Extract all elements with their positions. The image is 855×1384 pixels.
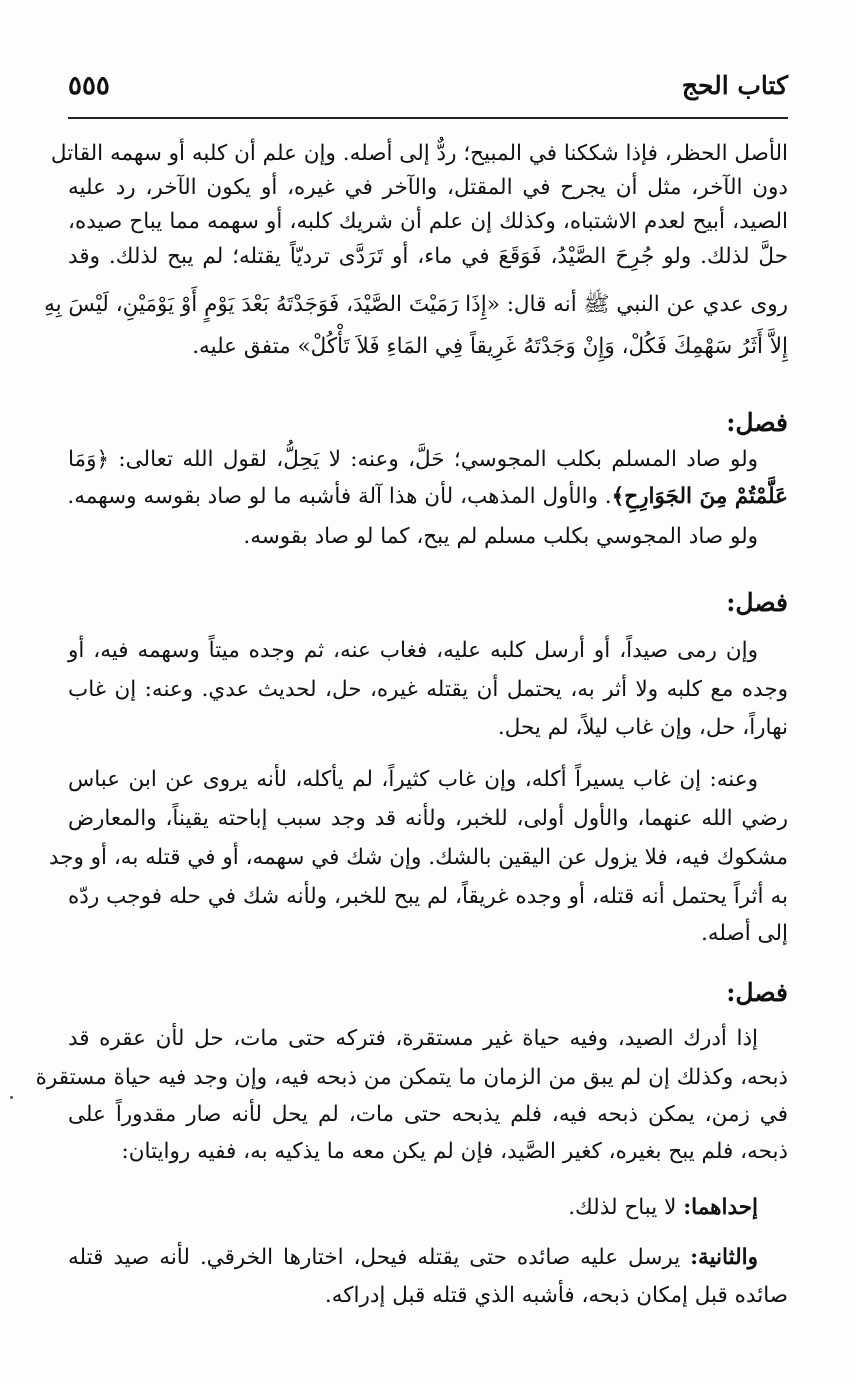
text-line: وجده مع كلبه ولا أثر به، يحتمل أن يقتله غيره، حل، لحديث عدي. وعنه: إن غاب — [68, 677, 788, 702]
running-title: كتاب الحج — [681, 71, 788, 100]
text-line: إلى أصله. — [701, 921, 788, 946]
text-line — [68, 1191, 758, 1225]
text-line: روى عدي عن النبي ﷺ أنه قال: «إِذَا رَمَيْتَ الصَّيْدَ، فَوَجَدْتَهُ بَعْدَ يَوْمٍ أَوْ يَوْمَيْنِ، لَيْسَ بِهِ — [44, 292, 788, 317]
text-line: الصيد، أبيح لعدم الاشتباه، وكذلك إن علم أن شريك كلبه، أو سهمه مما يباح صيده، — [68, 209, 788, 234]
section-heading: فصل: — [726, 408, 788, 437]
quran-verse: عَلَّمْتُمْ مِنَ الجَوَارِحِ﴾ — [611, 484, 788, 509]
section-heading: فصل: — [726, 588, 788, 617]
text-span: . والأول المذهب، لأن هذا آلة فأشبه ما لو صاد بقوسه وسهمه. — [67, 484, 612, 509]
text-line: إِلاَّ أَثَرُ سَهْمِكَ فَكُلْ، وَإِنْ وَجَدْتَهُ غَرِيقاً فِي المَاءِ فَلاَ تَأْكُلْ» متفق عليه. — [192, 334, 788, 359]
text-line: إذا أدرك الصيد، وفيه حياة غير مستقرة، فتركه حتى مات، حل لأن عقره قد — [68, 1026, 758, 1051]
text-line: حلَّ لذلك. ولو جُرِحَ الصَّيْدُ، فَوَقَعَ في ماء، أو تَرَدَّى ترديّاً يقتله؛ لم يبح لذلك. وقد — [68, 244, 788, 269]
text-line: وإن رمى صيداً، أو أرسل كلبه عليه، فغاب عنه، ثم وجده ميتاً وسهمه فيه، أو — [68, 638, 758, 663]
text-line: مشكوك فيه، فلا يزول عن اليقين بالشك. وإن شك في سهمه، أو في قتله به، أو وجد — [48, 845, 788, 870]
text-span: يرسل عليه صائده حتى يقتله فيحل، اختارها الخرقي. لأنه صيد قتله — [68, 1245, 691, 1270]
text-line: وعنه: إن غاب يسيراً أكله، وإن غاب كثيراً، لم يأكله، لأنه يروى عن ابن عباس — [68, 767, 758, 792]
text-line — [68, 1241, 758, 1275]
section-heading: فصل: — [726, 978, 788, 1007]
text-span: لا يباح لذلك. — [568, 1195, 684, 1220]
text-line: ذبحه، وكذلك إن لم يبق من الزمان ما يتمكن من ذبحه فيه، وإن وجد فيه حياة مستقرة — [35, 1065, 788, 1090]
text-line: في زمن، يمكن ذبحه فيه، فلم يذبحه حتى مات، لم يحل لأنه صار مقدوراً على — [68, 1102, 788, 1127]
text-line: ولو صاد المسلم بكلب المجوسي؛ حَلَّ، وعنه: لا يَحِلُّ، لقول الله تعالى: ﴿وَمَا — [68, 447, 758, 472]
text-line: صائده قبل إمكان ذبحه، فأشبه الذي قتله قبل إدراكه. — [324, 1283, 788, 1308]
text-line: رضي الله عنهما، والأول أولى، للخبر، ولأنه قد وجد سبب إباحته يقيناً، والمعارض — [68, 806, 788, 831]
text-line — [68, 480, 788, 514]
scan-speck — [10, 1096, 13, 1099]
text-line: ولو صاد المجوسي بكلب مسلم لم يبح، كما لو صاد بقوسه. — [243, 524, 758, 549]
text-line: دون الآخر، مثل أن يجرح في المقتل، والآخر في غيره، أو يكون الآخر، رد عليه — [68, 175, 788, 200]
page-number: ٥٥٥ — [68, 71, 110, 101]
narration-label: إحداهما: — [683, 1195, 758, 1220]
header-divider — [68, 117, 788, 119]
text-line: ذبحه، فلم يبح بغيره، كغير الصَّيد، فإن لم يكن معه ما يذكيه به، ففيه روايتان: — [121, 1139, 788, 1164]
text-line: الأصل الحظر، فإذا شككنا في المبيح؛ ردٌّ إلى أصله. وإن علم أن كلبه أو سهمه القاتل — [50, 141, 788, 166]
narration-label: والثانية: — [690, 1245, 758, 1270]
text-line: به أثراً يحتمل أنه قتله، أو وجده غريقاً، لم يبح للخبر، ولأنه شك في حله فوجب ردّه — [68, 884, 788, 909]
text-line: نهاراً، حل، وإن غاب ليلاً، لم يحل. — [497, 715, 788, 740]
